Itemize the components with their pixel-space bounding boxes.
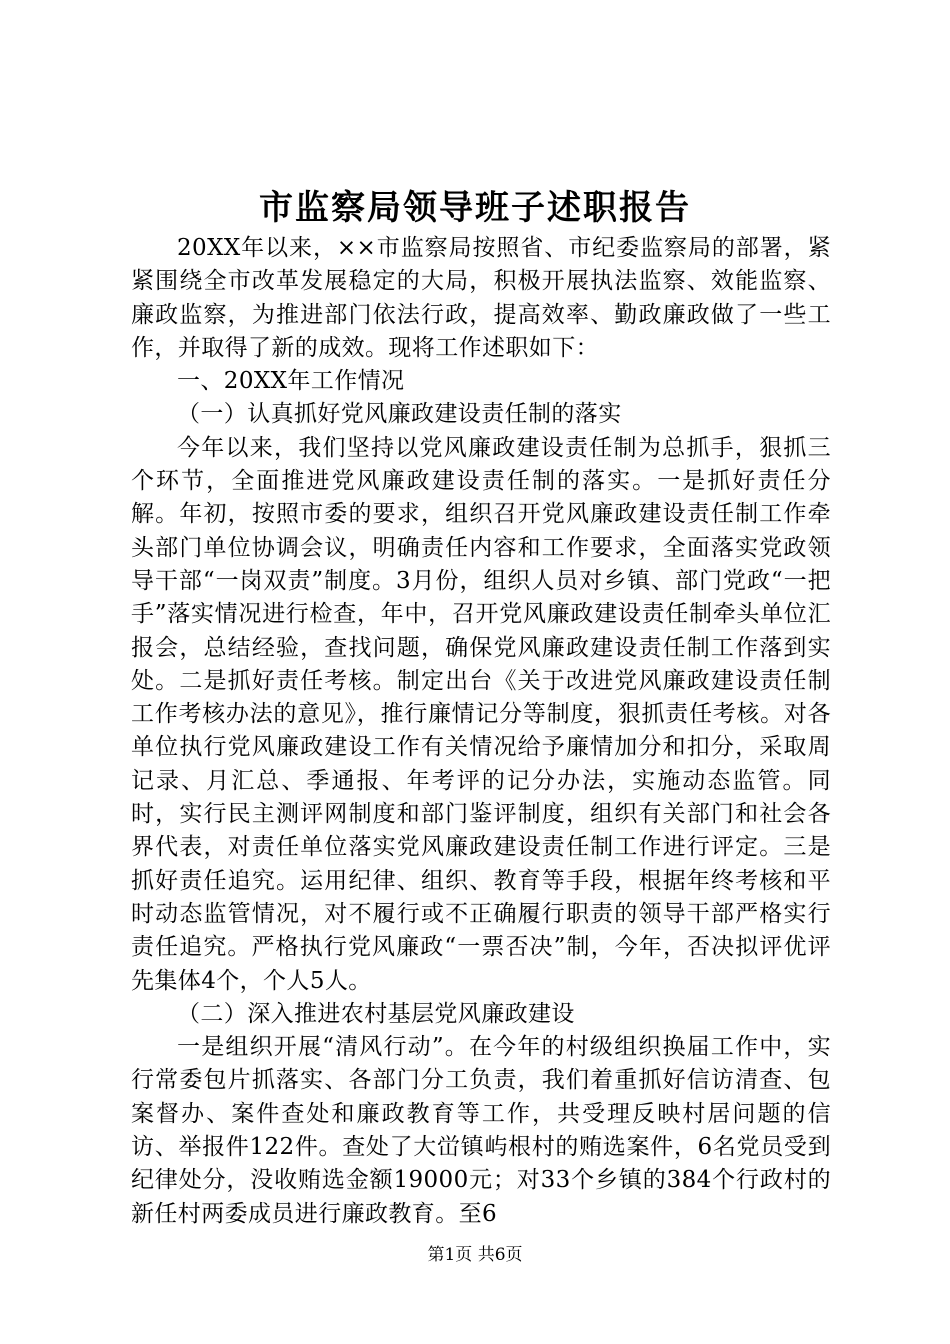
page-footer: 第1页 共6页 — [427, 1245, 523, 1265]
body-paragraph-2: 一是组织开展“清风行动”。在今年的村级组织换届工作中，实行常委包片抓落实、各部门分工负责，我们着重抓好信访清查、包案督办、案件查处和廉政教育等工作，共受理反映村居问题的信访、举报件122件。查处了大峃镇屿根村的贿选案件，6名党员受到纪律处分，没收贿选金额19000元；对33个乡镇的384个行政村的新任村两委成员进行廉政教育。至6 — [131, 1034, 831, 1227]
subsection-heading-2: （二）深入推进农村基层党风廉政建设 — [177, 1000, 575, 1027]
document-body — [131, 232, 831, 1231]
document-title: 市监察局领导班子述职报告 — [259, 188, 691, 228]
intro-paragraph: 20XX年以来，××市监察局按照省、市纪委监察局的部署，紧紧围绕全市改革发展稳定的大局，积极开展执法监察、效能监察、廉政监察，为推进部门依法行政，提高效率、勤政廉政做了一些工作，并取得了新的成效。现将工作述职如下： — [131, 235, 831, 361]
body-paragraph-1: 今年以来，我们坚持以党风廉政建设责任制为总抓手，狠抓三个环节，全面推进党风廉政建设责任制的落实。一是抓好责任分解。年初，按照市委的要求，组织召开党风廉政建设责任制工作牵头部门单位协调会议，明确责任内容和工作要求，全面落实党政领导干部“一岗双责”制度。3月份，组织人员对乡镇、部门党政“一把手”落实情况进行检查，年中，召开党风廉政建设责任制牵头单位汇报会，总结经验，查找问题，确保党风廉政建设责任制工作落到实处。二是抓好责任考核。制定出台《关于改进党风廉政建设责任制工作考核办法的意见》，推行廉情记分等制度，狠抓责任考核。对各单位执行党风廉政建设工作有关情况给予廉情加分和扣分，采取周记录、月汇总、季通报、年考评的记分办法，实施动态监管。同时，实行民主测评网制度和部门鉴评制度，组织有关部门和社会各界代表，对责任单位落实党风廉政建设责任制工作进行评定。三是抓好责任追究。运用纪律、组织、教育等手段，根据年终考核和平时动态监管情况，对不履行或不正确履行职责的领导干部严格实行责任追究。严格执行党风廉政“一票否决”制，今年，否决拟评优评先集体4个，个人5人。 — [131, 434, 831, 994]
section-heading-1: 一、20XX年工作情况 — [177, 368, 405, 395]
subsection-heading-1: （一）认真抓好党风廉政建设责任制的落实 — [177, 401, 622, 428]
